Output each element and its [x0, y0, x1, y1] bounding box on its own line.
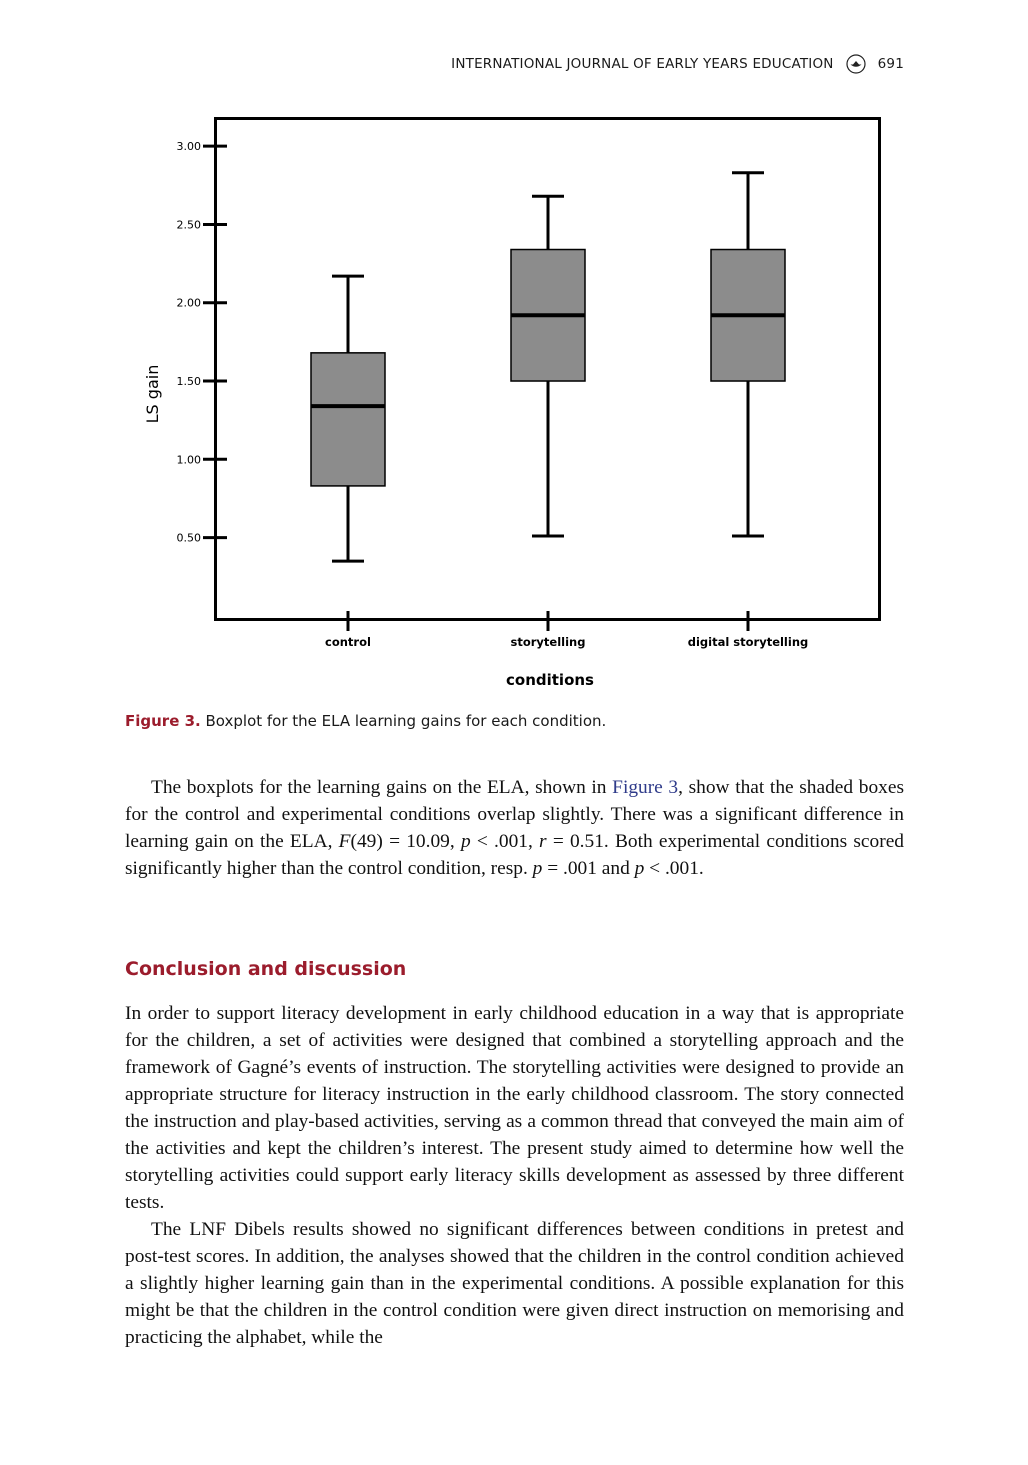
y-tick-label: 3.00 [176, 140, 201, 154]
box-storytelling [511, 196, 585, 536]
section-heading: Conclusion and discussion [125, 958, 407, 980]
boxes [311, 173, 785, 561]
figure-3-link[interactable]: Figure 3 [612, 777, 679, 798]
results-paragraph [125, 774, 904, 882]
stat-symbol: p [634, 858, 645, 879]
stat-symbol: p [460, 831, 471, 852]
y-tick-label: 2.50 [176, 218, 201, 232]
stat-symbol: r [539, 831, 547, 852]
y-axis [177, 140, 228, 544]
text-run: = .001 and [542, 858, 635, 879]
y-tick-label: 1.00 [176, 453, 201, 467]
boxplot-chart [0, 0, 1028, 700]
caption-text: Boxplot for the ELA learning gains for each condition. [200, 712, 607, 730]
stat-symbol: F [338, 831, 351, 852]
text-run: < .001, [470, 831, 540, 852]
text-run: = 0.51. Both experimental conditions scored significantly higher than the control condition, resp. [125, 831, 904, 879]
x-tick-label: control [325, 635, 371, 649]
iqr-box [311, 353, 385, 486]
conclusion-paragraph-2: The LNF Dibels results showed no significant differences between conditions in pretest and post-test scores. In addition, the analyses showed that the children in the control condition achieved a slightly higher learning gain than in the experimental conditions. A possible explanation for this might be that the children in the control condition were given direct instruction on memorising and practicing the alphabet, while the [125, 1219, 904, 1348]
conclusion-paragraph-1: In order to support literacy development in early childhood education in a way that is appropriate for the children, a set of activities were designed that combined a storytelling approach and the framework of Gagné’s events of instruction. The storytelling activities were designed to provide an appropriate structure for literacy instruction in the early childhood classroom. The story connected the instruction and play-based activities, serving as a common thread that conveyed the main aim of the activities and kept the children’s interest. The present study aimed to determine how well the storytelling activities could support early literacy skills development as assessed by three different tests. [125, 1003, 904, 1213]
figure-label: Figure 3. [125, 712, 201, 730]
box-control [311, 276, 385, 561]
figure-caption [125, 712, 905, 730]
box-digital-storytelling [711, 173, 785, 536]
y-axis-label: LS gain [143, 364, 162, 424]
journal-title: INTERNATIONAL JOURNAL OF EARLY YEARS EDUCATION [451, 56, 834, 72]
text-run: < .001. [644, 858, 704, 879]
text-run: (49) = 10.09, [350, 831, 461, 852]
page-number: 691 [877, 56, 904, 72]
y-tick-label: 2.00 [176, 296, 201, 310]
stat-symbol: p [532, 858, 543, 879]
y-tick-label: 0.50 [176, 531, 201, 545]
x-tick-label: storytelling [510, 635, 586, 649]
text-run: , show that the shaded boxes for the control and experimental conditions overlap slightly. There was a significant difference in learning gain on the ELA, [125, 777, 904, 852]
text-run: The boxplots for the learning gains on the ELA, shown in [151, 777, 613, 798]
y-tick-label: 1.50 [176, 375, 201, 389]
x-axis [325, 611, 808, 649]
x-axis-label: conditions [506, 671, 594, 689]
x-tick-label: digital storytelling [687, 635, 809, 649]
